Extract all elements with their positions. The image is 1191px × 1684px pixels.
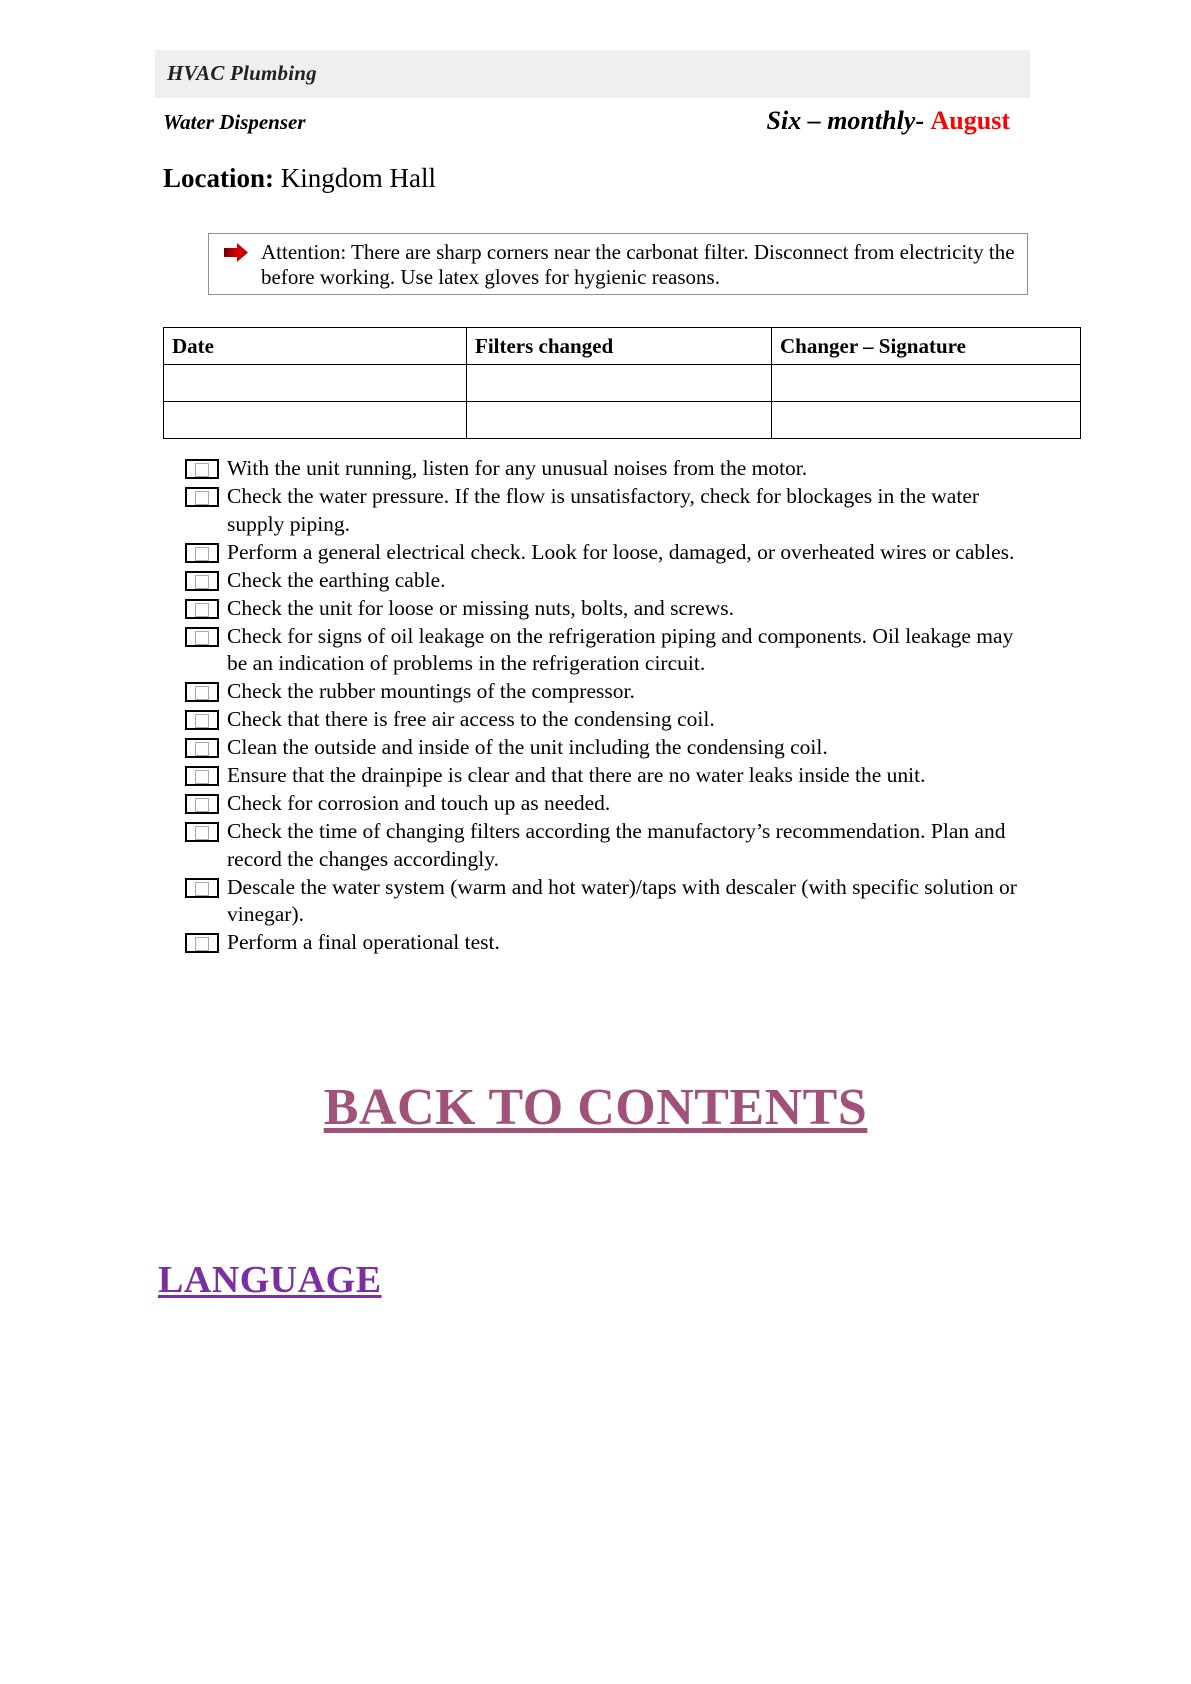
list-item — [185, 734, 1030, 762]
checkbox-inner — [195, 491, 209, 505]
table-header-date: Date — [164, 328, 467, 365]
checkbox-icon[interactable] — [185, 933, 219, 953]
checkbox-inner — [195, 631, 209, 645]
list-item-label: Ensure that the drainpipe is clear and that there are no water leaks inside the unit. — [227, 763, 926, 787]
language-link[interactable]: LANGUAGE — [158, 1259, 382, 1301]
list-item — [185, 483, 1030, 538]
document-period — [767, 106, 1010, 136]
records-table — [163, 327, 1081, 439]
list-item — [185, 595, 1030, 623]
list-item-label: Check that there is free air access to the condensing coil. — [227, 707, 715, 731]
list-item-label: Perform a general electrical check. Look for loose, damaged, or overheated wires or cables. — [227, 539, 1015, 564]
period-month: August — [930, 106, 1010, 135]
table-cell-changer-signature[interactable] — [772, 402, 1081, 439]
table-header-filters-changed: Filters changed — [467, 328, 772, 365]
checkbox-icon[interactable] — [185, 822, 219, 842]
checkbox-inner — [195, 798, 209, 812]
checklist — [185, 455, 1030, 957]
table-cell-date[interactable] — [164, 402, 467, 439]
attention-box — [208, 233, 1028, 295]
checkbox-icon[interactable] — [185, 794, 219, 814]
list-item-label: With the unit running, listen for any unusual noises from the motor. — [227, 456, 808, 480]
table-row — [164, 402, 1081, 439]
red-arrow-icon — [223, 243, 249, 263]
attention-text: Attention: There are sharp corners near the carbonat filter. Disconnect from electricity the before working. Use latex gloves for hygienic reasons. — [261, 240, 1015, 289]
location-row — [163, 163, 436, 194]
location-label: Location: — [163, 163, 274, 193]
list-item — [185, 455, 1030, 483]
checkbox-inner — [195, 575, 209, 589]
back-to-contents-link[interactable]: BACK TO CONTENTS — [323, 1079, 868, 1136]
list-item — [185, 762, 1030, 790]
list-item-label: Descale the water system (warm and hot water)/taps with descaler (with specific solution or vinegar). — [227, 874, 1017, 926]
list-item — [185, 678, 1030, 706]
list-item-label: Check the earthing cable. — [227, 567, 446, 592]
list-item-label: Check for corrosion and touch up as needed. — [227, 791, 611, 815]
checkbox-inner — [195, 714, 209, 728]
checkbox-icon[interactable] — [185, 682, 219, 702]
list-item-label: Check the time of changing filters according the manufactory’s recommendation. Plan and record the changes accordingly. — [227, 819, 1006, 871]
document-subject: Water Dispenser — [163, 110, 306, 134]
checkbox-icon[interactable] — [185, 571, 219, 591]
checkbox-inner — [195, 826, 209, 840]
table-header-row — [164, 328, 1081, 365]
location-value: Kingdom Hall — [280, 163, 436, 193]
checkbox-icon[interactable] — [185, 766, 219, 786]
period-separator: - — [915, 106, 925, 135]
table-row — [164, 365, 1081, 402]
header-band-title: HVAC Plumbing — [167, 61, 317, 85]
table-cell-date[interactable] — [164, 365, 467, 402]
list-item-label: Check for signs of oil leakage on the refrigeration piping and components. Oil leakage may be an indication of problems in the refrigeration circuit. — [227, 623, 1014, 675]
list-item-label: Clean the outside and inside of the unit including the condensing coil. — [227, 735, 828, 759]
list-item-label: Check the unit for loose or missing nuts, bolts, and screws. — [227, 595, 734, 620]
period-frequency: Six – monthly — [766, 106, 916, 135]
table-cell-changer-signature[interactable] — [772, 365, 1081, 402]
list-item — [185, 539, 1030, 567]
checkbox-inner — [195, 686, 209, 700]
table-header-changer-signature: Changer – Signature — [772, 328, 1081, 365]
list-item — [185, 706, 1030, 734]
list-item — [185, 567, 1030, 595]
checkbox-icon[interactable] — [185, 627, 219, 647]
checkbox-icon[interactable] — [185, 599, 219, 619]
list-item — [185, 818, 1030, 873]
checkbox-icon[interactable] — [185, 459, 219, 479]
list-item — [185, 790, 1030, 818]
checkbox-inner — [195, 770, 209, 784]
list-item — [185, 623, 1030, 678]
list-item — [185, 874, 1030, 929]
checkbox-inner — [195, 742, 209, 756]
checkbox-inner — [195, 603, 209, 617]
checkbox-icon[interactable] — [185, 878, 219, 898]
checkbox-icon[interactable] — [185, 738, 219, 758]
checkbox-icon[interactable] — [185, 487, 219, 507]
checkbox-inner — [195, 547, 209, 561]
checkbox-inner — [195, 463, 209, 477]
checkbox-icon[interactable] — [185, 710, 219, 730]
list-item — [185, 929, 1030, 957]
list-item-label: Check the rubber mountings of the compressor. — [227, 679, 635, 703]
checkbox-inner — [195, 937, 209, 951]
list-item-label: Perform a final operational test. — [227, 930, 500, 954]
title-row — [163, 106, 1030, 142]
table-cell-filters-changed[interactable] — [467, 402, 772, 439]
checkbox-inner — [195, 882, 209, 896]
header-band — [155, 50, 1030, 98]
checkbox-icon[interactable] — [185, 543, 219, 563]
list-item-label: Check the water pressure. If the flow is unsatisfactory, check for blockages in the water supply piping. — [227, 484, 980, 536]
table-cell-filters-changed[interactable] — [467, 365, 772, 402]
